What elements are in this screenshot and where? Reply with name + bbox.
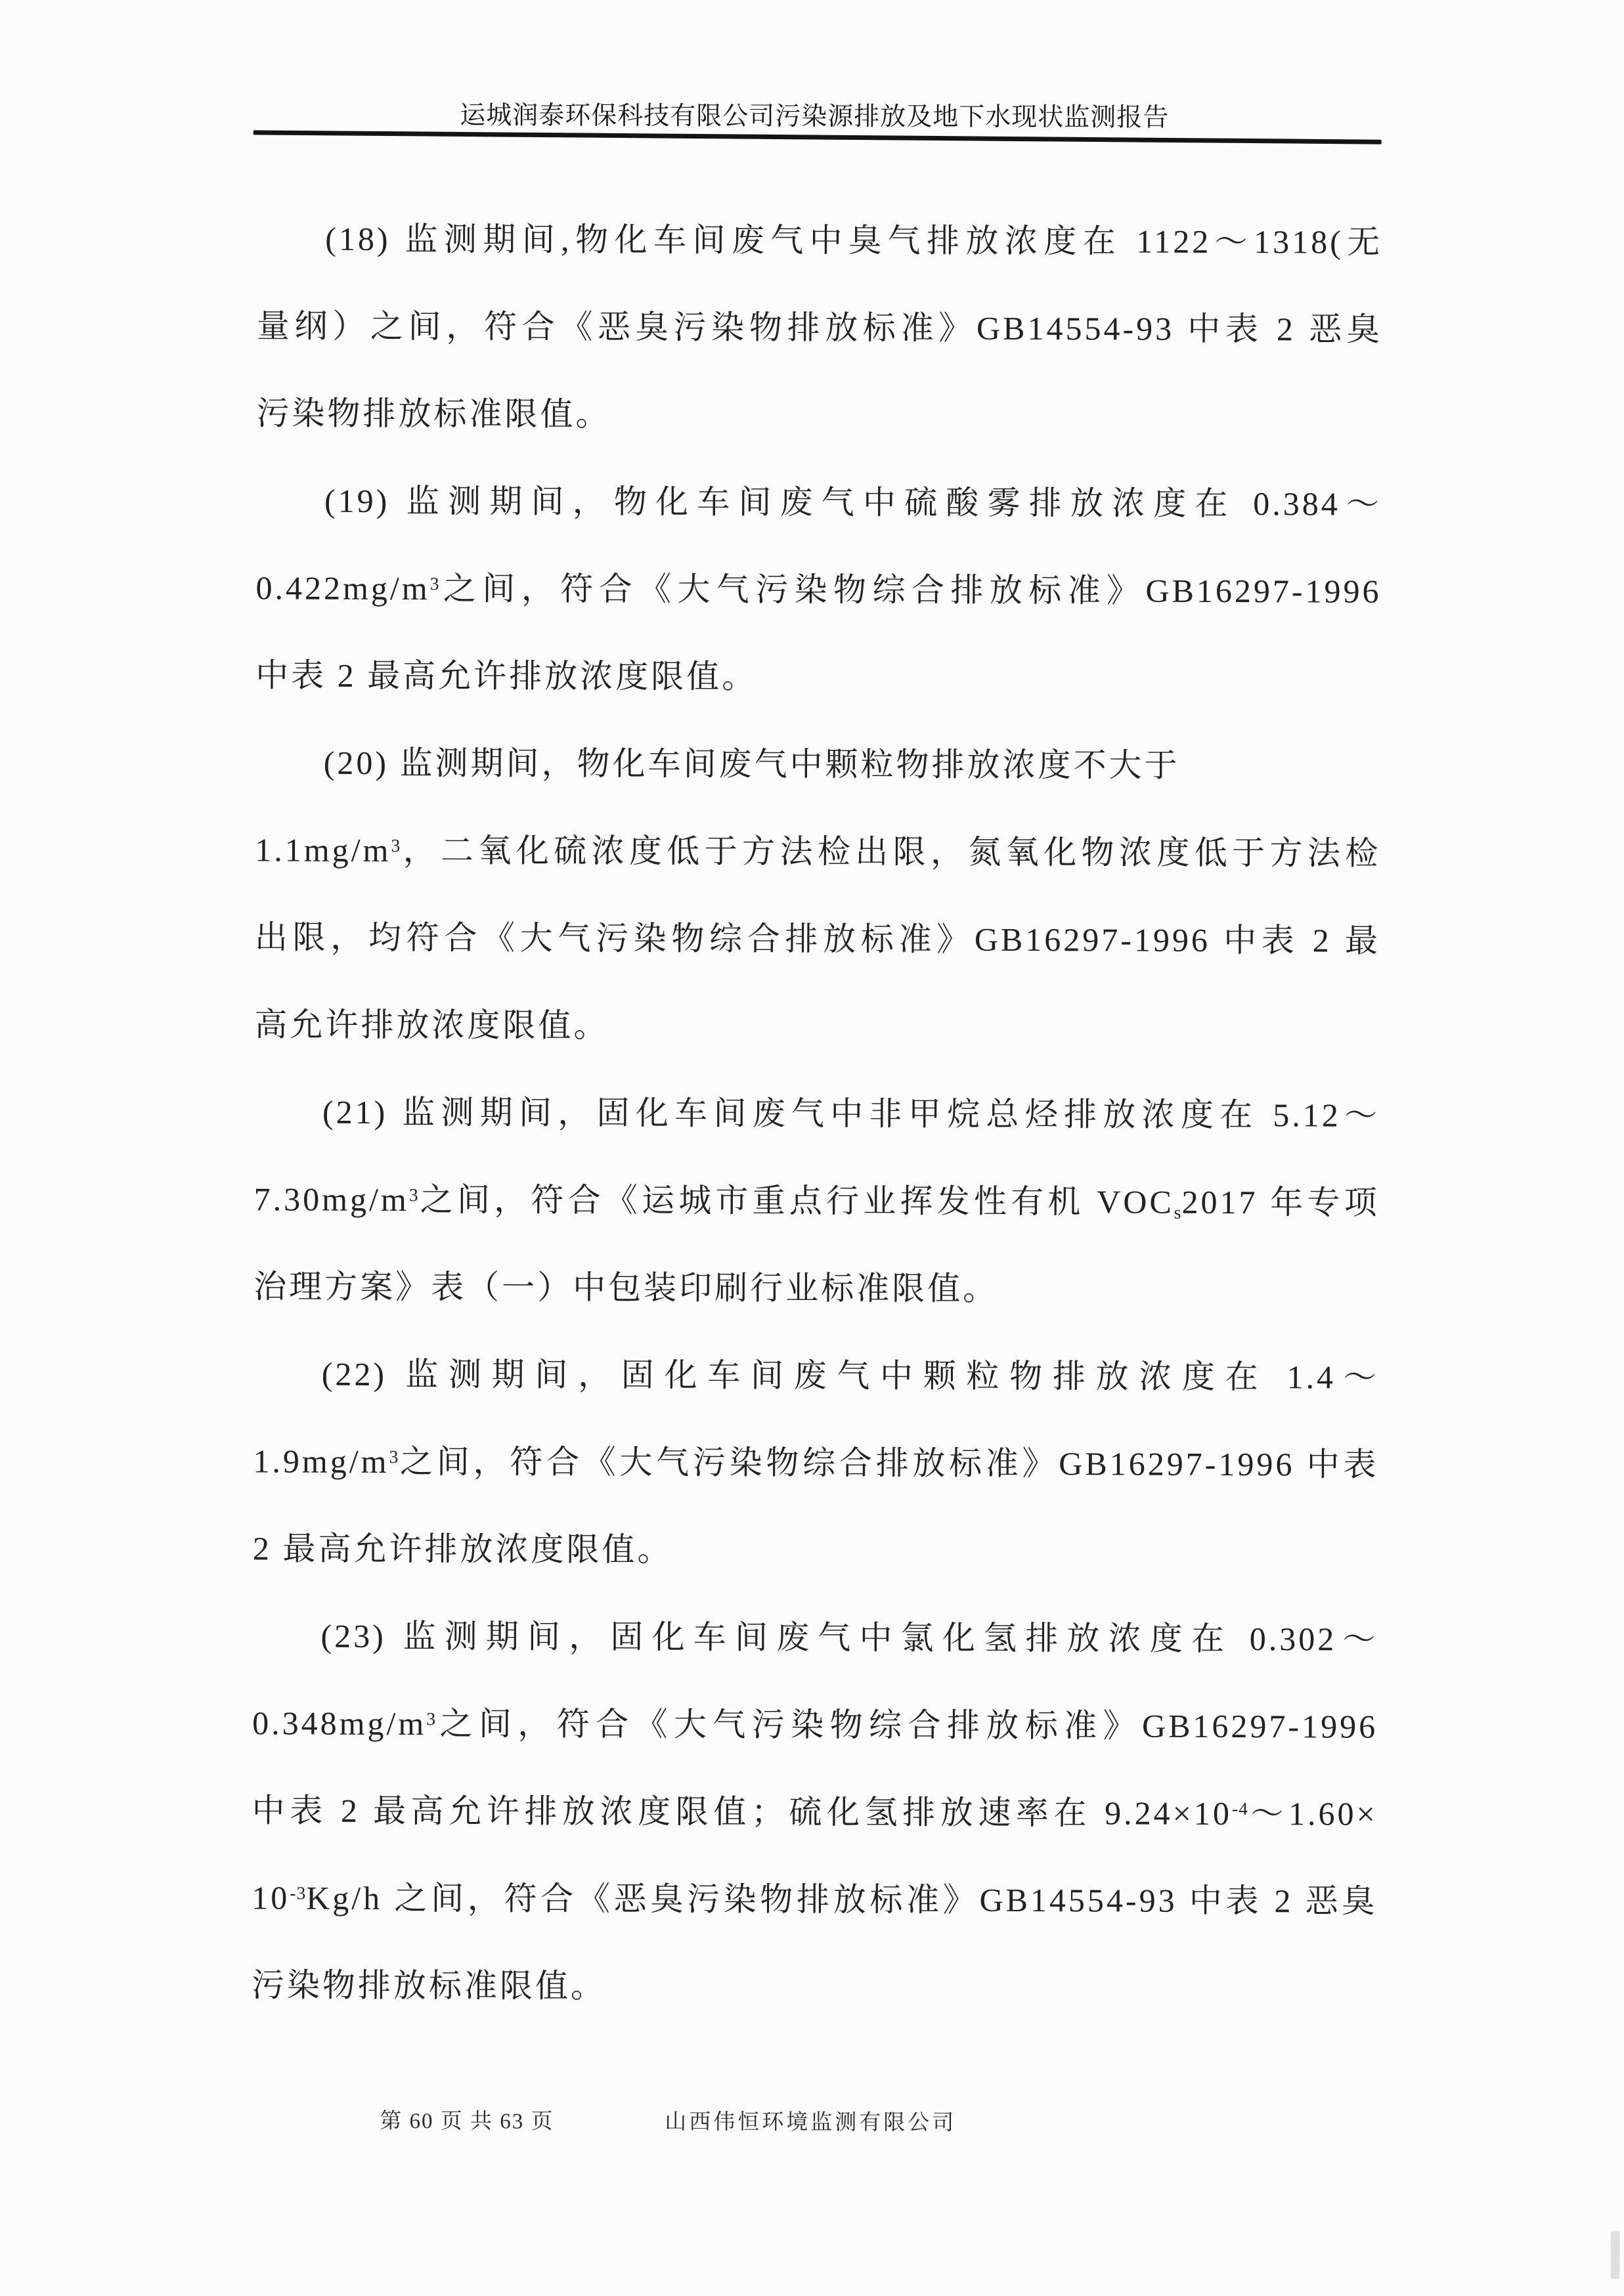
text-run: 0.422mg/m xyxy=(255,569,430,607)
text-line xyxy=(252,1592,1378,1683)
footer-company: 山西伟恒环境监测有限公司 xyxy=(665,2110,957,2135)
text-run: (21) 监测期间，固化车间废气中非甲烷总烃排放浓度在 5.12～ xyxy=(322,1093,1380,1134)
text-run: (20) 监测期间，物化车间废气中颗粒物排放浓度不大于 xyxy=(323,744,1180,784)
text-line xyxy=(252,1767,1378,1857)
scan-smudge xyxy=(1610,2232,1619,2279)
text-run: 2 最高允许排放浓度限值。 xyxy=(252,1530,673,1569)
text-line xyxy=(255,544,1381,635)
text-run: 之间，符合《大气污染物综合排放标准》GB16297-1996 xyxy=(439,570,1382,610)
text-run: 量纲）之间，符合《恶臭污染物排放标准》GB14554-93 中表 2 恶臭 xyxy=(256,307,1382,348)
text-run: (23) 监测期间，固化车间废气中氯化氢排放浓度在 0.302～ xyxy=(320,1617,1378,1658)
text-line xyxy=(253,1505,1378,1595)
text-run: 污染物排放标准限值。 xyxy=(251,1966,606,2005)
text-run: (22) 监测期间，固化车间废气中颗粒物排放浓度在 1.4～ xyxy=(321,1355,1379,1396)
text-run: (19) 监测期间，物化车间废气中硫酸雾排放浓度在 0.384～ xyxy=(324,482,1382,523)
text-line xyxy=(255,806,1380,897)
text-line xyxy=(252,1941,1377,2032)
text-run: 7.30mg/m xyxy=(253,1180,409,1219)
text-line xyxy=(257,282,1382,373)
paragraph xyxy=(254,719,1381,1072)
text-run: 治理方案》表（一）中包装印刷行业标准限值。 xyxy=(253,1268,999,1307)
text-run: 0.348mg/m xyxy=(252,1704,427,1743)
superscript: 3 xyxy=(408,1184,419,1205)
header-title: 运城润泰环保科技有限公司污染源排放及地下水现状监测报告 xyxy=(460,101,1170,132)
superscript: 3 xyxy=(391,834,401,856)
text-line xyxy=(253,1330,1379,1421)
footer xyxy=(0,2104,1620,2142)
text-line xyxy=(253,1156,1379,1246)
text-run: 10 xyxy=(252,1879,290,1917)
paragraph xyxy=(253,1068,1380,1333)
text-line xyxy=(256,457,1382,548)
text-line xyxy=(254,981,1380,1072)
text-line xyxy=(255,894,1380,984)
text-run: Kg/h 之间，符合《恶臭污染物排放标准》GB14554-93 中表 2 恶臭 xyxy=(306,1879,1378,1920)
text-line xyxy=(257,195,1382,286)
superscript: 3 xyxy=(429,573,440,594)
document-body xyxy=(252,195,1383,2032)
text-line xyxy=(256,370,1382,460)
text-run: ～1.60× xyxy=(1248,1795,1378,1832)
paragraph xyxy=(255,457,1382,722)
superscript: 3 xyxy=(426,1708,437,1729)
text-run: 1.1mg/m xyxy=(255,831,391,869)
text-run: 污染物排放标准限值。 xyxy=(256,395,611,433)
paragraph xyxy=(253,1330,1379,1595)
paragraph xyxy=(256,195,1382,460)
subscript: s xyxy=(1174,1202,1182,1223)
text-run: 之间，符合《运城市重点行业挥发性有机 VOC xyxy=(418,1181,1174,1221)
text-run: 出限，均符合《大气污染物综合排放标准》GB16297-1996 中表 2 最 xyxy=(254,919,1380,959)
text-run: 高允许排放浓度限值。 xyxy=(254,1006,609,1045)
text-line xyxy=(255,632,1381,722)
superscript: -3 xyxy=(290,1882,307,1903)
text-line xyxy=(252,1679,1378,1770)
text-run: 1.9mg/m xyxy=(253,1442,389,1480)
text-line xyxy=(254,1068,1380,1159)
text-line xyxy=(253,1243,1379,1333)
text-line xyxy=(253,1418,1378,1508)
text-run: ，二氧化硫浓度低于方法检出限，氮氧化物浓度低于方法检 xyxy=(401,832,1381,872)
superscript: 3 xyxy=(389,1446,399,1467)
text-run: 中表 2 最高允许排放浓度限值；硫化氢排放速率在 9.24×10 xyxy=(252,1792,1233,1832)
text-run: (18) 监测期间,物化车间废气中臭气排放浓度在 1122～1318(无 xyxy=(325,220,1383,261)
superscript: -4 xyxy=(1231,1798,1248,1819)
text-line xyxy=(255,719,1381,810)
paragraph xyxy=(252,1592,1378,2032)
footer-page-number: 第 60 页 共 63 页 xyxy=(380,2109,554,2134)
text-run: 之间，符合《大气污染物综合排放标准》GB16297-1996 xyxy=(435,1705,1378,1745)
text-run: 之间，符合《大气污染物综合排放标准》GB16297-1996 中表 xyxy=(399,1443,1379,1483)
text-run: 2017 年专项 xyxy=(1181,1183,1380,1221)
text-line xyxy=(252,1854,1377,1945)
text-run: 中表 2 最高允许排放浓度限值。 xyxy=(255,657,758,695)
